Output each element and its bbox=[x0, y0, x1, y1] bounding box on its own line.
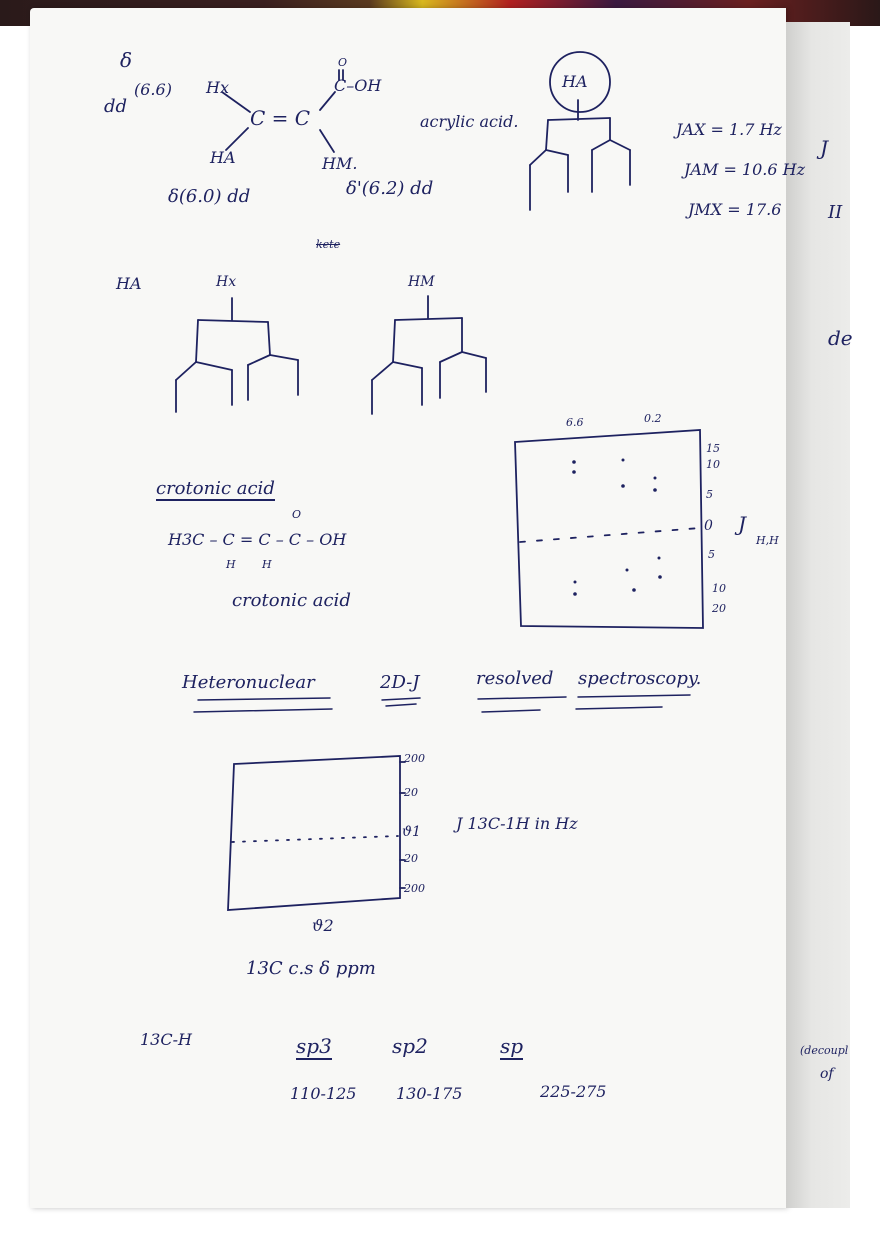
coupling-ax: JAX = 1.7 Hz bbox=[676, 120, 782, 139]
range-sp2: 130-175 bbox=[396, 1084, 463, 1103]
range-sp: 225-275 bbox=[540, 1082, 607, 1101]
tick-20-top: 20 bbox=[404, 786, 418, 799]
homo-jres-plot bbox=[515, 430, 703, 628]
right-page-of: of bbox=[820, 1066, 834, 1082]
tick-200-top: 200 bbox=[404, 752, 425, 765]
tick-neg20: 20 bbox=[712, 602, 726, 615]
hybrid-sp3: sp3 bbox=[296, 1034, 332, 1058]
j-axis-sub: H,H bbox=[756, 534, 779, 547]
heading-word-1: Heteronuclear bbox=[182, 672, 315, 693]
splitting-tree-a bbox=[530, 100, 630, 210]
crotonic-structure: H3C – C = C – C – OH bbox=[168, 530, 347, 549]
tick-5: 5 bbox=[706, 488, 713, 501]
heading-word-3: resolved bbox=[476, 668, 554, 689]
circle-mark bbox=[550, 52, 610, 112]
tick-20-bottom: 20 bbox=[404, 852, 418, 865]
heading-word-4: spectroscopy. bbox=[578, 668, 702, 689]
crotonic-carbonyl-o: O bbox=[292, 508, 302, 521]
heading-underlines bbox=[194, 695, 690, 712]
tick-200-bottom: 200 bbox=[404, 882, 425, 895]
hm-label: HM. bbox=[322, 154, 358, 173]
tick-v1: ϑ1 bbox=[402, 824, 421, 840]
hx-label: Hx bbox=[206, 78, 229, 97]
hetero-jres-plot bbox=[228, 756, 405, 910]
tick-10: 10 bbox=[706, 458, 720, 471]
right-page-ii: II bbox=[828, 202, 843, 223]
tick-15: 15 bbox=[706, 442, 720, 455]
hetero-caption: 13C c.s δ ppm bbox=[246, 958, 376, 979]
splitting-tree-m bbox=[372, 296, 486, 414]
coupling-mx: JMX = 17.6 bbox=[688, 200, 782, 219]
right-page-decoupl: (decoupl bbox=[800, 1044, 849, 1057]
crossed-scribble: kete bbox=[316, 238, 341, 251]
peak-label-2: 0.2 bbox=[644, 412, 662, 425]
crotonic-name: crotonic acid bbox=[232, 590, 351, 611]
delta-symbol: δ bbox=[120, 48, 133, 72]
hybrid-label: 13C-H bbox=[140, 1030, 192, 1049]
tick-neg5: 5 bbox=[708, 548, 715, 561]
hybrid-sp2: sp2 bbox=[392, 1034, 428, 1058]
dd-label: dd bbox=[104, 96, 128, 117]
heading-word-2: 2D-J bbox=[380, 672, 420, 693]
tick-neg10: 10 bbox=[712, 582, 726, 595]
splitting-tree-x bbox=[176, 298, 298, 412]
peak-label-1: 6.6 bbox=[566, 416, 584, 429]
acrylic-acid-label: acrylic acid. bbox=[420, 112, 519, 131]
hetero-x-label: ϑ2 bbox=[312, 916, 334, 935]
hybrid-sp: sp bbox=[500, 1034, 524, 1058]
acrylic-bonds bbox=[222, 70, 343, 152]
tree-label-a: HA bbox=[116, 274, 142, 293]
shift-a: δ(6.0) dd bbox=[168, 186, 251, 207]
crotonic-heading: crotonic acid bbox=[156, 478, 275, 499]
cross-peaks bbox=[572, 459, 662, 596]
tick-0: 0 bbox=[704, 518, 713, 534]
hetero-axis-label: J 13C-1H in Hz bbox=[456, 814, 578, 833]
shift-m: δ'(6.2) dd bbox=[346, 178, 434, 199]
cooh-group: C–OH bbox=[334, 76, 382, 95]
circled-ha: HA bbox=[562, 72, 588, 91]
coupling-am: JAM = 10.6 Hz bbox=[684, 160, 806, 179]
ha-label: HA bbox=[210, 148, 236, 167]
range-sp3: 110-125 bbox=[290, 1084, 357, 1103]
j-axis-label: J bbox=[738, 512, 747, 536]
double-bond: C = C bbox=[250, 106, 311, 130]
right-page-de: de bbox=[828, 326, 853, 350]
right-page-j: J bbox=[820, 136, 829, 160]
crotonic-h1: H bbox=[226, 558, 236, 571]
carbonyl-o: O bbox=[338, 56, 348, 69]
tree-label-x: Hx bbox=[216, 274, 237, 290]
tree-label-m: HM bbox=[408, 274, 435, 290]
shift-x: (6.6) bbox=[134, 80, 172, 99]
crotonic-h2: H bbox=[262, 558, 272, 571]
